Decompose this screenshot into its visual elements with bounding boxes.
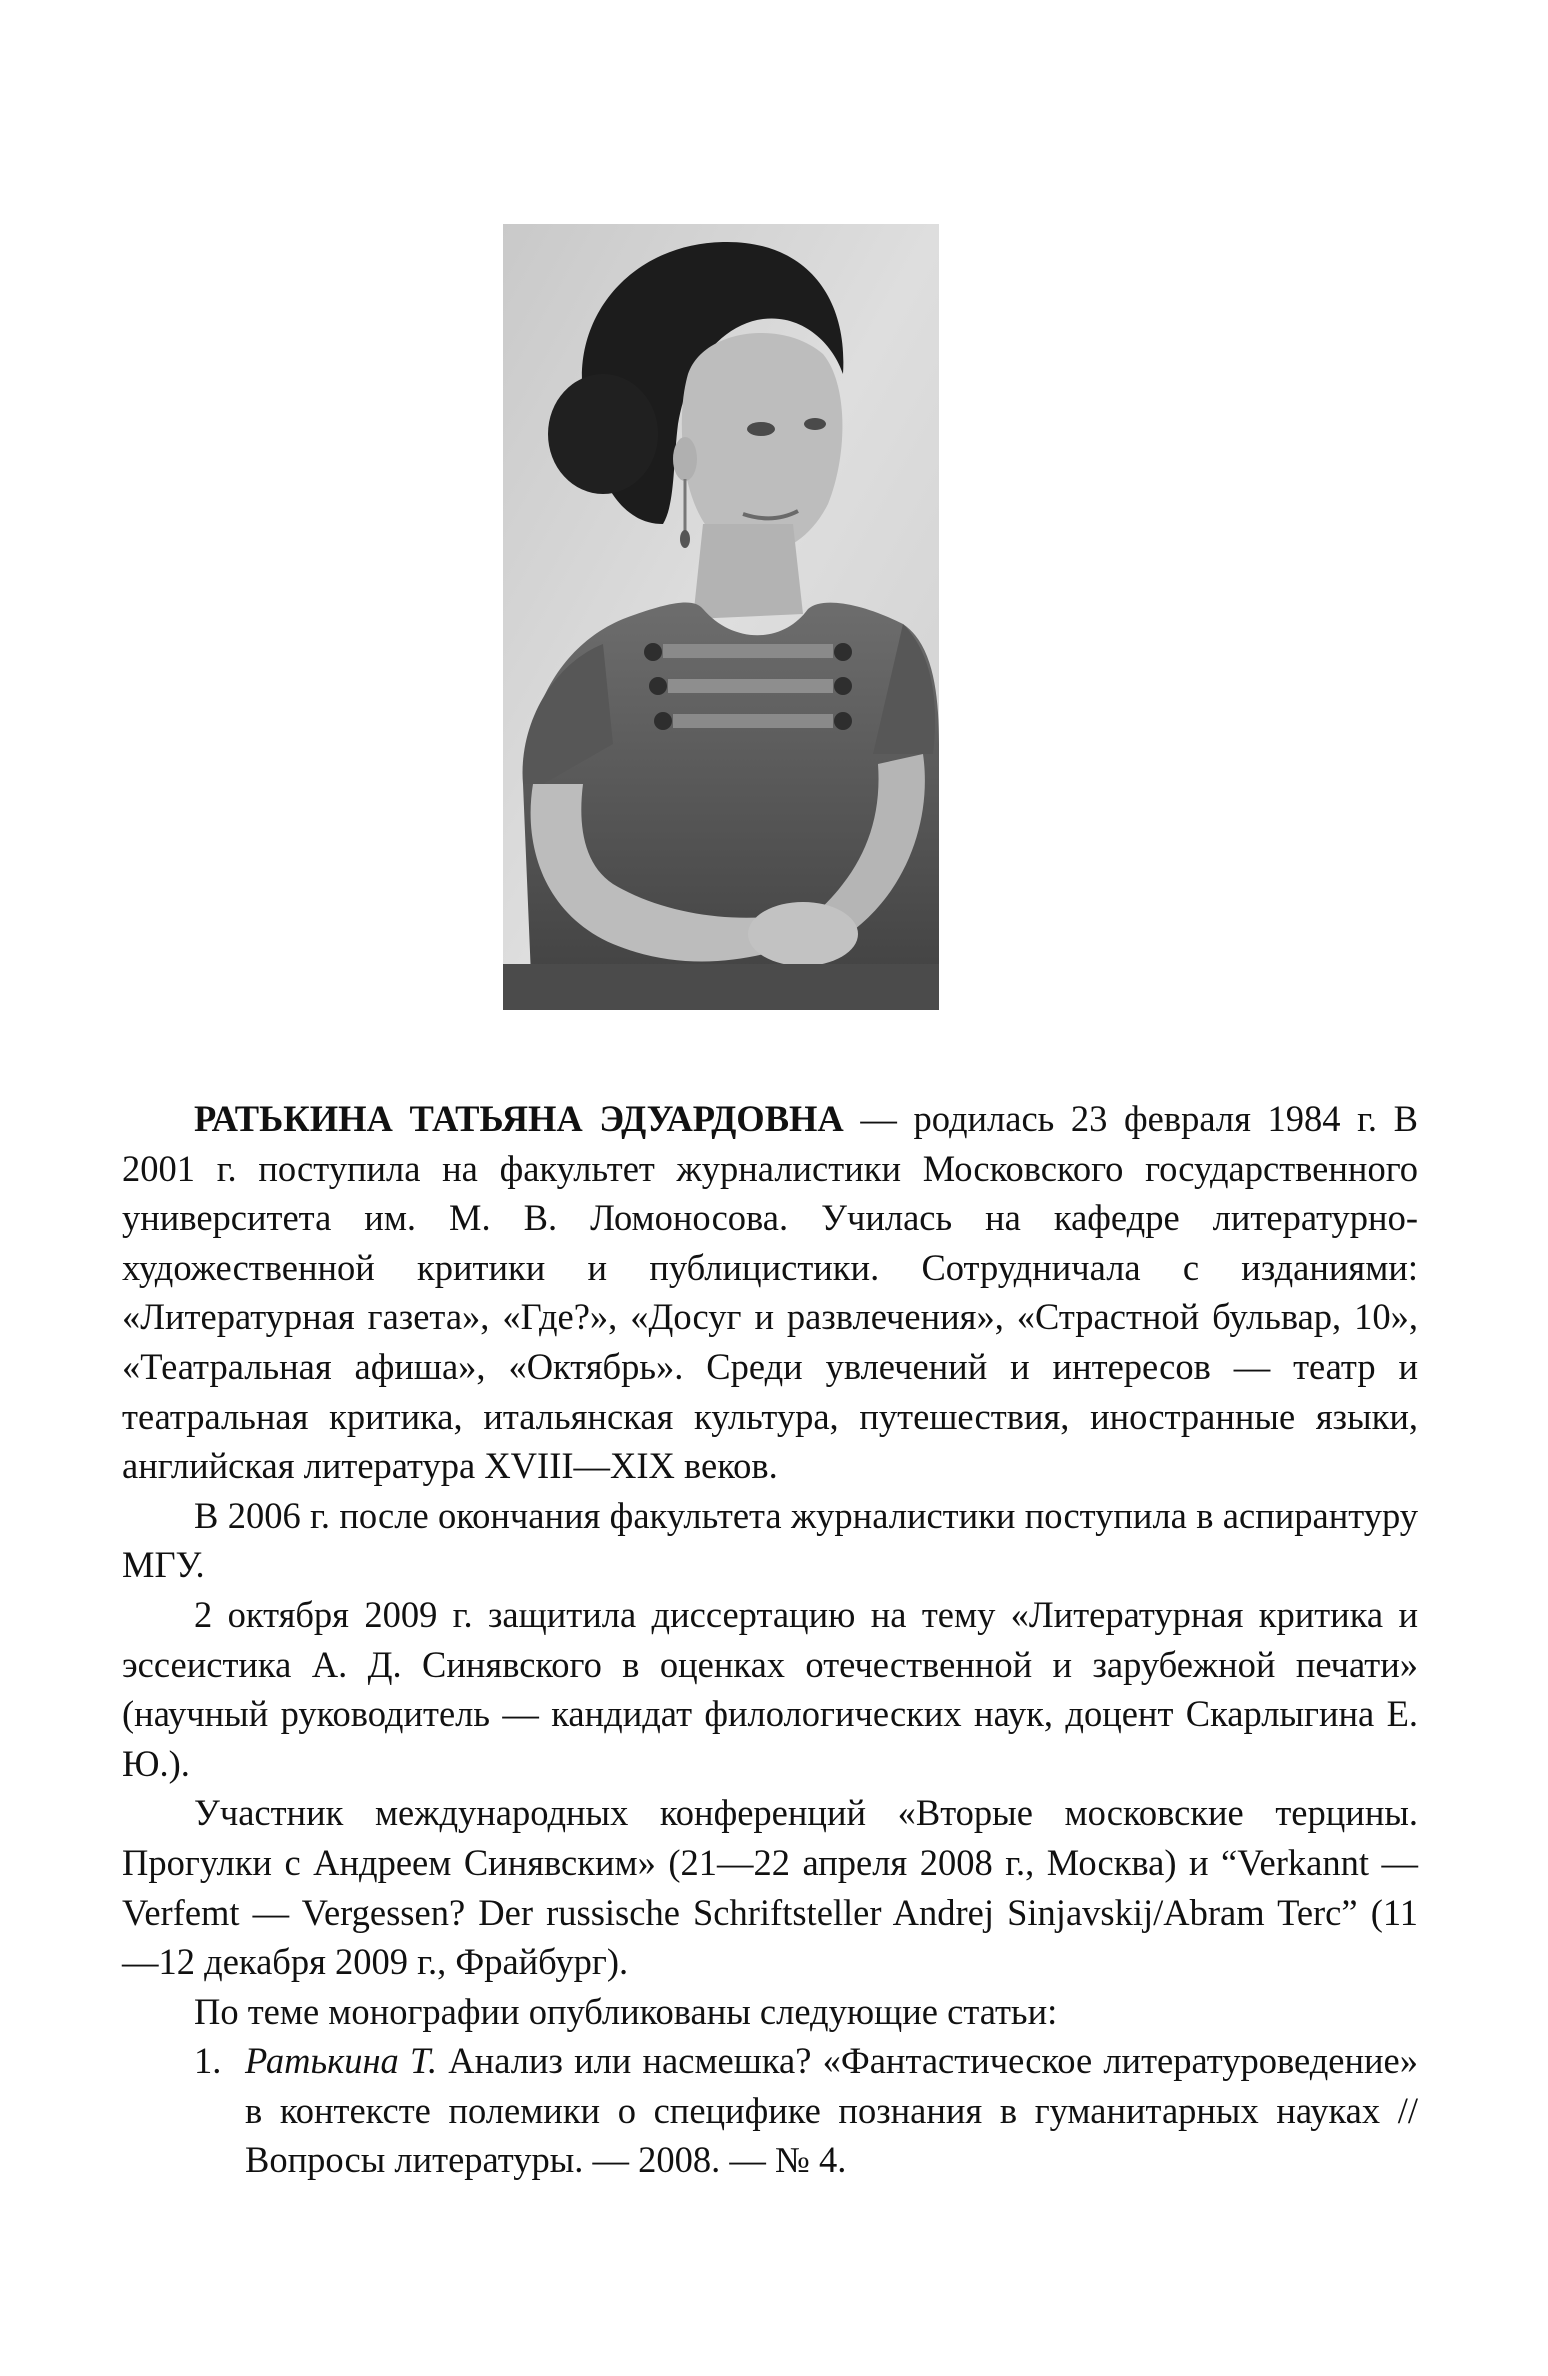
reference-text: Анализ или насмешка? «Фантастическое литературоведение» в контексте полемики о специфике познания в гуманитарных науках // Вопросы литературы. — 2008. — № 4. bbox=[245, 2040, 1418, 2181]
reference-list bbox=[122, 2036, 1418, 2185]
reference-author: Ратькина Т. bbox=[245, 2040, 438, 2082]
intro-text: — родилась 23 февраля 1984 г. В 2001 г. поступила на факультет журналистики Московского государственного университета им. М. В. Ломоносова. Училась на кафедре литературно-художественной критики и публицистики. Сотрудничала с изданиями: «Литературная газета», «Где?», «Досуг и развлечения», «Страстной бульвар, 10», «Театральная афиша», «Октябрь». Среди увлечений и интересов — театр и театральная критика, итальянская культура, путешествия, иностранные языки, английская литература XVIII—XIX веков. bbox=[122, 1098, 1418, 1487]
bio-paragraph-publications-intro: По теме монографии опубликованы следующие статьи: bbox=[194, 1990, 1058, 2032]
reference-number: 1. bbox=[194, 2040, 222, 2082]
bio-paragraph-conferences: Участник международных конференций «Вторые московские терцины. Прогулки с Андреем Синявским» (21—22 апреля 2008 г., Москва) и “Verkannt — Verfemt — Vergessen? Der russische Schriftsteller Andrej Sinjavskij/Abram Terc” (11—12 декабря 2009 г., Фрайбург). bbox=[122, 1792, 1418, 1983]
bio-paragraph-graduate: В 2006 г. после окончания факультета журналистики поступила в аспирантуру МГУ. bbox=[122, 1494, 1418, 1586]
bio-paragraph-intro bbox=[122, 1094, 1418, 1491]
reference-item bbox=[122, 2036, 1418, 2185]
portrait-photo bbox=[503, 224, 939, 1010]
portrait-image bbox=[503, 224, 939, 1010]
person-name: РАТЬКИНА ТАТЬЯНА ЭДУАРДОВНА bbox=[194, 1098, 844, 1139]
bio-paragraph-dissertation: 2 октября 2009 г. защитила диссертацию на тему «Литературная критика и эссеистика А. Д. Синявского в оценках отечественной и зарубежной печати» (научный руководитель — кандидат филологических наук, доцент Скарлыгина Е. Ю.). bbox=[122, 1593, 1418, 1784]
biography-text bbox=[122, 1094, 1418, 2185]
